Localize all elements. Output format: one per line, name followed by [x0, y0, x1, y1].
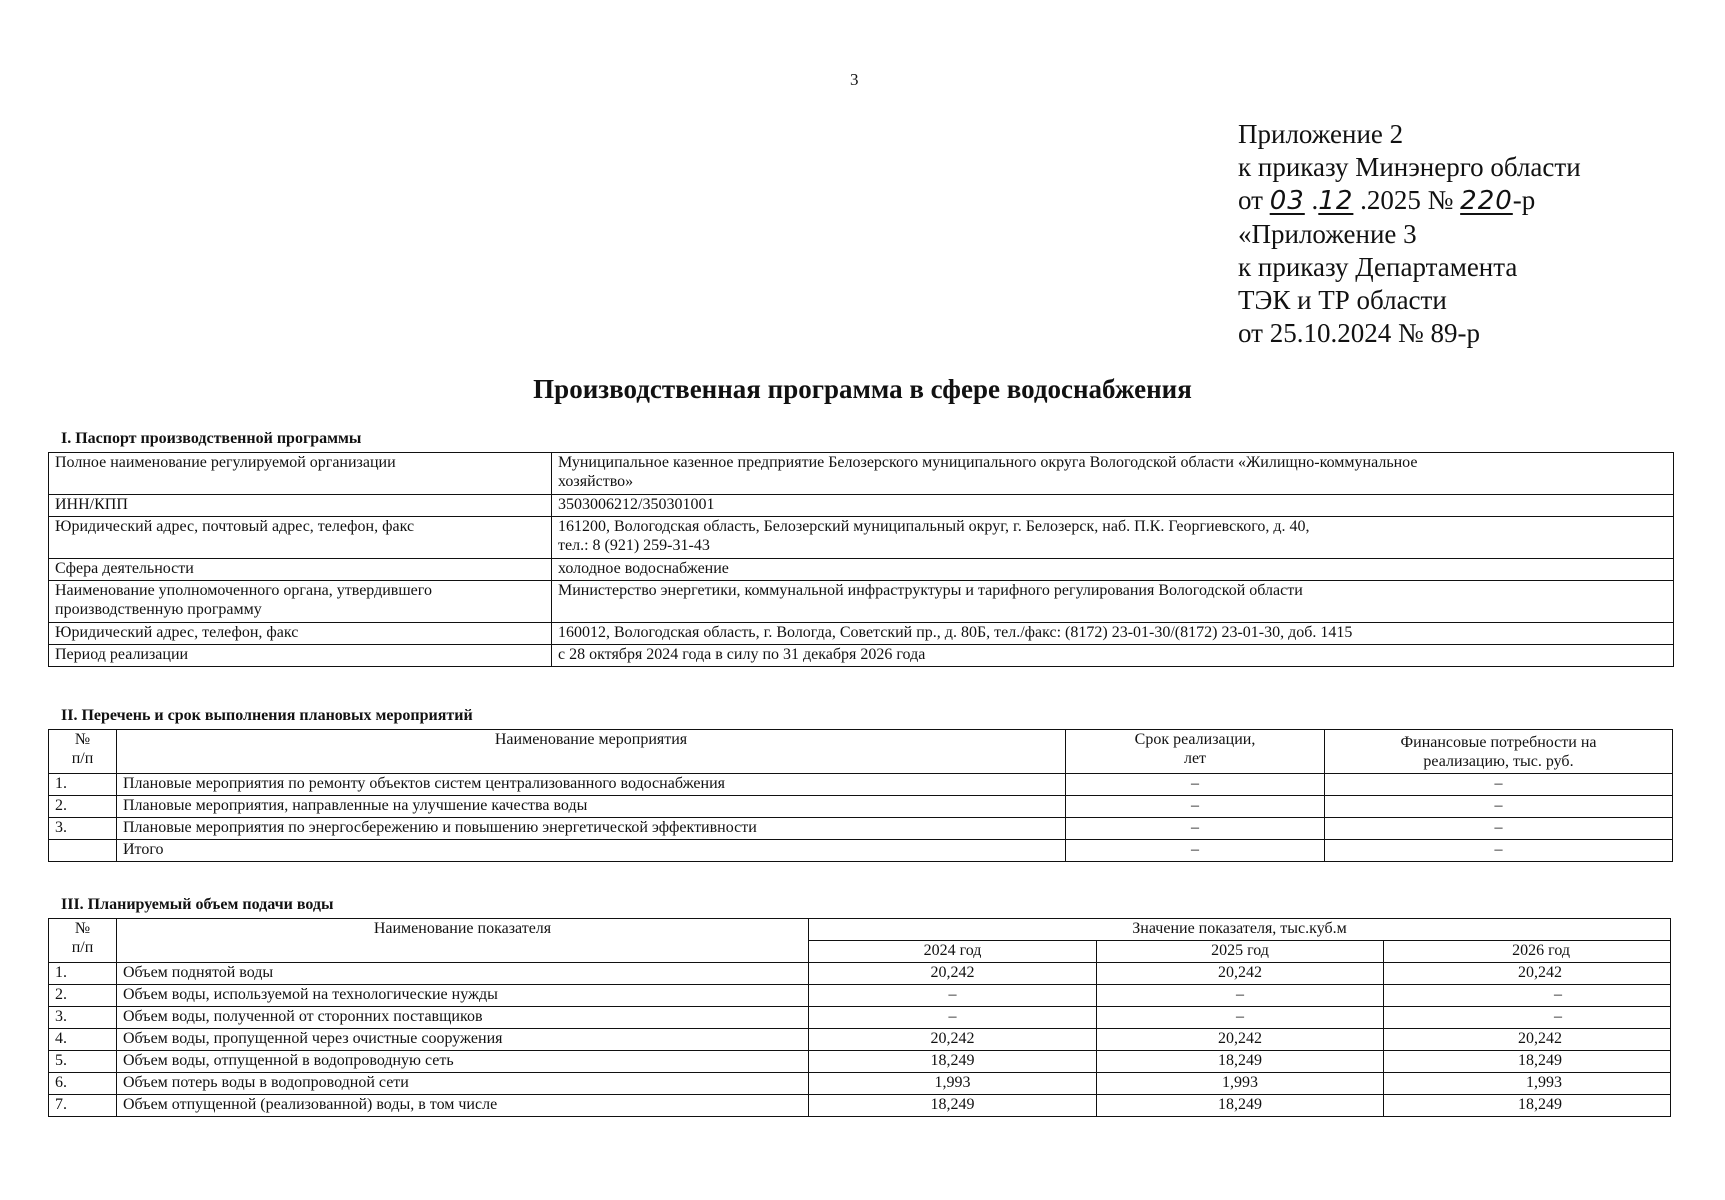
appendix-line-6: ТЭК и ТР области [1238, 285, 1447, 315]
handwritten-month: 12 [1318, 186, 1354, 216]
cell-finance: – [1325, 840, 1673, 862]
cell-name: Объем воды, отпущенной в водопроводную сеть [117, 1051, 809, 1073]
cell-value: 18,249 [1384, 1095, 1671, 1117]
cell-term: – [1066, 840, 1325, 862]
handwritten-number: 220 [1460, 186, 1513, 216]
cell-value: 18,249 [809, 1095, 1097, 1117]
table-row [49, 963, 1671, 985]
cell-num: 6. [49, 1073, 117, 1095]
cell-value: – [1384, 1007, 1671, 1029]
header-num: № п/п [49, 919, 117, 963]
table-row [49, 1029, 1671, 1051]
cell-value: – [1097, 985, 1384, 1007]
passport-value: Министерство энергетики, коммунальной инфраструктуры и тарифного регулирования Вологодской области [552, 581, 1674, 623]
cell-name: Плановые мероприятия, направленные на улучшение качества воды [117, 796, 1066, 818]
passport-value: 3503006212/350301001 [552, 495, 1674, 517]
cell-value: 20,242 [1384, 1029, 1671, 1051]
cell-value: – [1097, 1007, 1384, 1029]
table-header-row [49, 730, 1673, 774]
cell-name: Итого [117, 840, 1066, 862]
appendix-date-prefix: от [1238, 185, 1263, 215]
passport-label: Период реализации [49, 645, 552, 667]
header-name: Наименование показателя [117, 919, 809, 963]
cell-value: 20,242 [1097, 1029, 1384, 1051]
appendix-block [1238, 118, 1581, 350]
appendix-line-7: от 25.10.2024 № 89-р [1238, 318, 1480, 348]
table-row [49, 645, 1674, 667]
header-year: 2024 год [809, 941, 1097, 963]
passport-value: 161200, Вологодская область, Белозерский муниципальный округ, г. Белозерск, наб. П.К. Георгиевского, д. 40, тел.: 8 (921) 259-31-43 [552, 517, 1674, 559]
cell-name: Плановые мероприятия по ремонту объектов систем централизованного водоснабжения [117, 774, 1066, 796]
table-row [49, 1095, 1671, 1117]
handwritten-day: 03 [1269, 186, 1305, 216]
table-row [49, 1051, 1671, 1073]
cell-value: 18,249 [1097, 1095, 1384, 1117]
cell-name: Объем воды, полученной от сторонних поставщиков [117, 1007, 809, 1029]
cell-term: – [1066, 818, 1325, 840]
measures-table [48, 729, 1673, 862]
passport-label: Полное наименование регулируемой организации [49, 453, 552, 495]
table-row [49, 495, 1674, 517]
cell-num: 3. [49, 818, 117, 840]
table-row [49, 796, 1673, 818]
table-row [49, 581, 1674, 623]
appendix-line-5: к приказу Департамента [1238, 252, 1518, 282]
header-year: 2025 год [1097, 941, 1384, 963]
header-name: Наименование мероприятия [117, 730, 1066, 774]
cell-value: 20,242 [809, 1029, 1097, 1051]
cell-name: Объем поднятой воды [117, 963, 809, 985]
cell-finance: – [1325, 796, 1673, 818]
table-row [49, 453, 1674, 495]
cell-name: Объем отпущенной (реализованной) воды, в том числе [117, 1095, 809, 1117]
table-header-row [49, 919, 1671, 941]
cell-num: 4. [49, 1029, 117, 1051]
appendix-line-3: от 03 .12 .2025 № 220-р [1238, 185, 1536, 216]
appendix-line-1: Приложение 2 [1238, 119, 1404, 149]
table-row [49, 1073, 1671, 1095]
table-row [49, 774, 1673, 796]
appendix-date-suffix: -р [1512, 185, 1536, 215]
cell-num: 1. [49, 963, 117, 985]
passport-label: Сфера деятельности [49, 559, 552, 581]
passport-value: холодное водоснабжение [552, 559, 1674, 581]
cell-num: 3. [49, 1007, 117, 1029]
passport-label: Юридический адрес, почтовый адрес, телефон, факс [49, 517, 552, 559]
cell-num: 7. [49, 1095, 117, 1117]
appendix-date-mid: .2025 № [1360, 185, 1454, 215]
page-title: Производственная программа в сфере водоснабжения [533, 374, 1192, 404]
cell-num [49, 840, 117, 862]
passport-label: ИНН/КПП [49, 495, 552, 517]
cell-num: 1. [49, 774, 117, 796]
passport-label: Юридический адрес, телефон, факс [49, 623, 552, 645]
cell-num: 2. [49, 985, 117, 1007]
cell-value: 18,249 [1097, 1051, 1384, 1073]
header-year: 2026 год [1384, 941, 1671, 963]
appendix-line-2: к приказу Минэнерго области [1238, 152, 1581, 182]
section-2-title: II. Перечень и срок выполнения плановых мероприятий [61, 707, 473, 724]
cell-value: 1,993 [1097, 1073, 1384, 1095]
header-num: № п/п [49, 730, 117, 774]
cell-value: 1,993 [1384, 1073, 1671, 1095]
cell-finance: – [1325, 774, 1673, 796]
cell-term: – [1066, 796, 1325, 818]
cell-value: – [1384, 985, 1671, 1007]
table-row [49, 1007, 1671, 1029]
cell-value: – [809, 1007, 1097, 1029]
section-3-title: III. Планируемый объем подачи воды [61, 896, 334, 913]
cell-num: 5. [49, 1051, 117, 1073]
passport-value: с 28 октября 2024 года в силу по 31 декабря 2026 года [552, 645, 1674, 667]
table-row [49, 818, 1673, 840]
cell-value: 1,993 [809, 1073, 1097, 1095]
section-1-title: I. Паспорт производственной программы [61, 430, 362, 447]
appendix-line-4: «Приложение 3 [1238, 219, 1417, 249]
table-row [49, 985, 1671, 1007]
cell-name: Объем воды, используемой на технологические нужды [117, 985, 809, 1007]
cell-value: 20,242 [809, 963, 1097, 985]
passport-table [48, 452, 1674, 667]
header-value-group: Значение показателя, тыс.куб.м [809, 919, 1671, 941]
cell-value: 20,242 [1097, 963, 1384, 985]
table-row [49, 623, 1674, 645]
cell-num: 2. [49, 796, 117, 818]
header-finance: Финансовые потребности на реализацию, тыс. руб. [1325, 730, 1673, 774]
cell-value: – [809, 985, 1097, 1007]
cell-name: Объем воды, пропущенной через очистные сооружения [117, 1029, 809, 1051]
cell-value: 20,242 [1384, 963, 1671, 985]
cell-name: Объем потерь воды в водопроводной сети [117, 1073, 809, 1095]
table-row [49, 559, 1674, 581]
cell-name: Плановые мероприятия по энергосбережению и повышению энергетической эффективности [117, 818, 1066, 840]
table-row [49, 517, 1674, 559]
cell-finance: – [1325, 818, 1673, 840]
passport-value: Муниципальное казенное предприятие Белозерского муниципального округа Вологодской области «Жилищно-коммунальное хозяйство» [552, 453, 1674, 495]
table-row [49, 840, 1673, 862]
passport-value: 160012, Вологодская область, г. Вологда, Советский пр., д. 80Б, тел./факс: (8172) 23-01-30/(8172) 23-01-30, доб. 1415 [552, 623, 1674, 645]
page-number: 3 [850, 70, 859, 89]
cell-term: – [1066, 774, 1325, 796]
cell-value: 18,249 [1384, 1051, 1671, 1073]
passport-label: Наименование уполномоченного органа, утвердившего производственную программу [49, 581, 552, 623]
water-supply-table [48, 918, 1671, 1117]
cell-value: 18,249 [809, 1051, 1097, 1073]
header-term: Срок реализации, лет [1066, 730, 1325, 774]
